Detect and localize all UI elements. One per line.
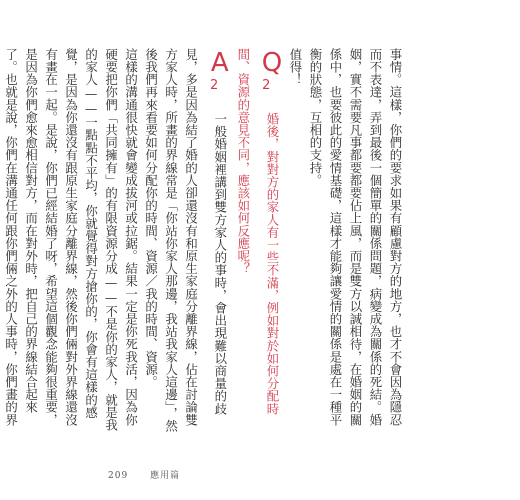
vertical-text-block [3,48,405,436]
answer-number: 2 [206,78,222,94]
answer-paragraph: 一般婚姻裡講到雙方家人的事時，會出現難以商量的歧見，多是因為結了婚的人卻還沒有和原生家庭分離界線，佔在討論雙方家人時，所畫的界線常是「你站你家人那邊，我站我家人這邊」，然後我們再來看要如何分配你的時間、資源／我的時間、資源。 [143,48,228,433]
question-text: 婚後，對對方的家人有一些不滿，例如對於如何分配時間、資源的意見不同，應該如何反應呢？ [235,48,280,416]
answer-paragraph: 這樣的溝通很快就會變成拔河或拉鋸。結果一定是你死我活，因為你硬要把你們「共同擁有」的有限資源分成——不是你的家人，就是我的家人——一點點不平均，你就覺得對方搶你的，你會有這樣的感覺，是因為你還沒有跟原生家庭分離界線，然後你們倆對外界線還沒有畫在一起。是說，你們已經結婚了呀，希望這個觀念能夠很重要，是因為你們愈來愈相信對方，而在對外時，把自己的界線結合起來了。也就是說，你們在溝通任何跟你們倆之外的人事時，你們畫的界 [3,48,139,432]
body-paragraph: 事情。這樣，你們的要求如果有顧慮對方的地方，也才不會因為隱忍而不表達，弄到最後一個簡單的關係問題，病變成為關係的死結。婚姻，實不需要凡事都要都要佔上風，而是雙方以誠相待，在婚姻的關係中，也要彼此的愛情基礎，這樣才能夠讓愛情的關係是處在一種平衡的狀態，互相的支持。 [308,48,403,426]
page-number: 209 [108,471,129,481]
page-footer [108,468,180,481]
question-letter: Q [257,48,287,79]
answer-marker [201,48,233,93]
answer-2 [141,48,233,436]
question-marker [253,48,285,93]
section-name: 應用篇 [150,471,181,481]
answer-letter: A [204,48,235,79]
question-2 [233,48,285,436]
question-number: 2 [258,78,274,94]
body-paragraph: 值得！ [288,48,303,86]
